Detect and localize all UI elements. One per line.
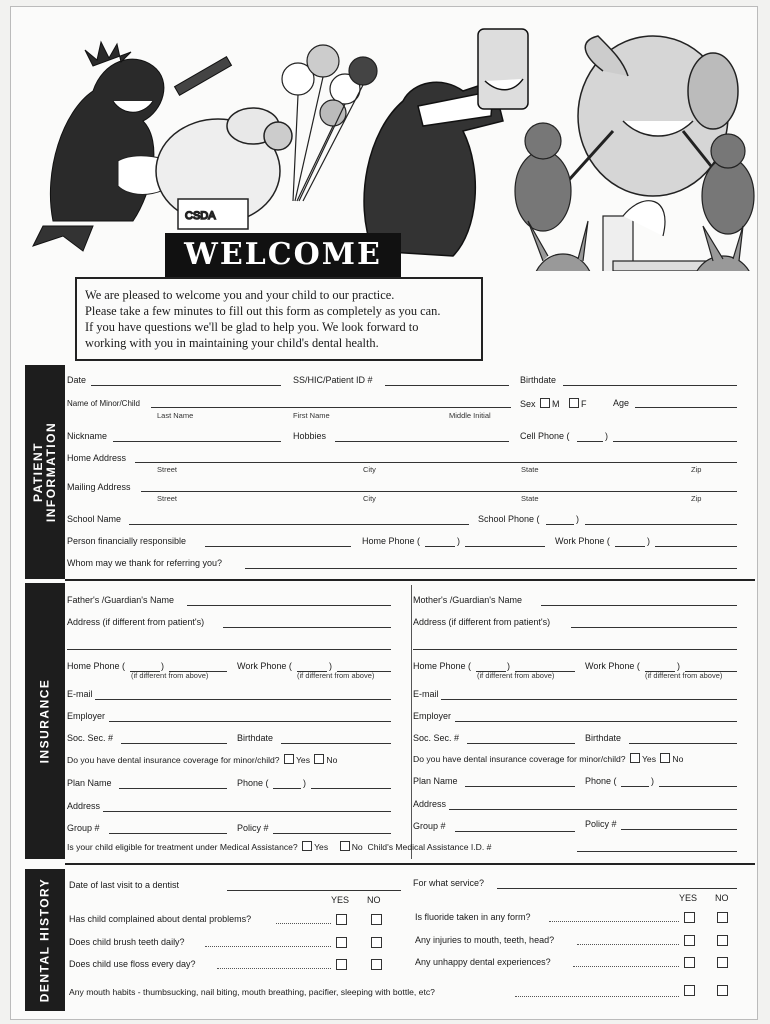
section-divider xyxy=(65,863,755,865)
father-coverage-yes-checkbox[interactable] xyxy=(284,754,294,764)
mother-plan-name-field[interactable] xyxy=(465,786,575,787)
medical-id-field[interactable] xyxy=(577,851,737,852)
dental-question: Does child use floss every day? xyxy=(69,959,196,969)
father-plan-name-field[interactable] xyxy=(119,788,227,789)
paren-close: ) xyxy=(507,661,510,671)
responsible-field[interactable] xyxy=(205,546,351,547)
mother-birthdate-field[interactable] xyxy=(629,743,737,744)
paren-close: ) xyxy=(605,431,608,441)
paren-close: ) xyxy=(303,778,306,788)
hobbies-label: Hobbies xyxy=(293,431,327,441)
paren-close: ) xyxy=(161,661,164,671)
yes-column-header: YES xyxy=(679,893,698,903)
mother-name-field[interactable] xyxy=(541,605,737,606)
child-name-label: Name of Minor/Child xyxy=(67,399,140,408)
paren-close: ) xyxy=(457,536,460,546)
for-what-service-field[interactable] xyxy=(497,888,737,889)
if-different-caption: (if different from above) xyxy=(477,671,555,680)
sex-field xyxy=(520,398,587,410)
coverage-question-label: Do you have dental insurance coverage for minor/child? xyxy=(413,754,626,764)
age-field[interactable] xyxy=(635,407,737,408)
dental-problems-no-checkbox[interactable] xyxy=(371,914,382,925)
father-address-label: Address (if different from patient's) xyxy=(67,617,205,627)
yes-label: Yes xyxy=(314,842,329,852)
mother-coverage-question xyxy=(413,753,683,765)
school-phone-field[interactable] xyxy=(585,524,737,525)
father-coverage-no-checkbox[interactable] xyxy=(314,754,324,764)
home-phone-label: Home Phone ( xyxy=(362,536,421,546)
school-phone-label: School Phone ( xyxy=(478,514,540,524)
home-address-field[interactable] xyxy=(135,462,737,463)
home-phone-field[interactable] xyxy=(465,546,545,547)
father-soc-sec-field[interactable] xyxy=(121,743,227,744)
father-group-field[interactable] xyxy=(109,833,227,834)
sex-male-checkbox[interactable] xyxy=(540,398,550,408)
father-phone-label: Phone ( xyxy=(237,778,269,788)
paren-close: ) xyxy=(329,661,332,671)
dental-history-tab xyxy=(25,869,65,1011)
dot-leader xyxy=(573,966,679,967)
father-email-field[interactable] xyxy=(95,699,391,700)
paren-close: ) xyxy=(576,514,579,524)
mother-plan-phone-field[interactable] xyxy=(659,786,737,787)
last-visit-field[interactable] xyxy=(227,890,401,891)
mother-address-field[interactable] xyxy=(571,627,737,628)
no-label: No xyxy=(672,754,684,764)
father-home-phone-label: Home Phone ( xyxy=(67,661,126,671)
father-birthdate-field[interactable] xyxy=(281,743,391,744)
medical-assistance-question xyxy=(67,841,491,853)
male-label: M xyxy=(552,399,560,409)
injuries-yes-checkbox[interactable] xyxy=(684,935,695,946)
patient-id-field[interactable] xyxy=(385,385,509,386)
cell-phone-field[interactable] xyxy=(613,441,737,442)
home-address-label: Home Address xyxy=(67,453,127,463)
last-name-caption: Last Name xyxy=(157,411,194,420)
first-name-caption: First Name xyxy=(293,411,330,420)
for-what-service-label: For what service? xyxy=(413,878,485,888)
mother-coverage-yes-checkbox[interactable] xyxy=(630,753,640,763)
yes-label: Yes xyxy=(295,755,310,765)
if-different-caption: (if different from above) xyxy=(645,671,723,680)
insurance-tab xyxy=(25,583,65,859)
unhappy-experience-yes-checkbox[interactable] xyxy=(684,957,695,968)
if-different-caption: (if different from above) xyxy=(297,671,375,680)
svg-text:CSDA: CSDA xyxy=(185,210,216,222)
sex-label: Sex xyxy=(520,399,536,409)
father-plan-name-label: Plan Name xyxy=(67,778,112,788)
hippo-illustration xyxy=(156,108,292,229)
mother-group-field[interactable] xyxy=(455,831,575,832)
no-label: No xyxy=(351,842,363,852)
hobbies-field[interactable] xyxy=(335,441,509,442)
home-area-code-field[interactable] xyxy=(425,546,455,547)
father-name-field[interactable] xyxy=(187,605,391,606)
if-different-caption: (if different from above) xyxy=(131,671,209,680)
welcome-line: If you have questions we'll be glad to help you. We look forward to xyxy=(85,320,419,334)
father-plan-address-label: Address xyxy=(67,801,101,811)
father-policy-label: Policy # xyxy=(237,823,269,833)
paren-close: ) xyxy=(647,536,650,546)
nickname-field[interactable] xyxy=(113,441,281,442)
city-caption: City xyxy=(363,494,376,503)
welcome-line: We are pleased to welcome you and your child to our practice. xyxy=(85,288,395,302)
father-employer-label: Employer xyxy=(67,711,106,721)
unhappy-experience-no-checkbox[interactable] xyxy=(717,957,728,968)
mother-birthdate-label: Birthdate xyxy=(585,733,622,743)
responsible-label: Person financially responsible xyxy=(67,536,187,546)
school-name-label: School Name xyxy=(67,514,122,524)
tab-label: INFORMATION xyxy=(44,421,58,523)
dental-question: Is fluoride taken in any form? xyxy=(415,912,531,922)
father-plan-address-field[interactable] xyxy=(103,811,391,812)
tab-label: PATIENT xyxy=(31,441,45,503)
nickname-label: Nickname xyxy=(67,431,108,441)
mother-employer-label: Employer xyxy=(413,711,452,721)
zip-caption: Zip xyxy=(691,465,702,474)
insurance-column-divider xyxy=(411,585,412,859)
cell-area-code-field[interactable] xyxy=(577,441,603,442)
injuries-no-checkbox[interactable] xyxy=(717,935,728,946)
dot-leader xyxy=(205,946,331,947)
mother-group-label: Group # xyxy=(413,821,446,831)
state-caption: State xyxy=(521,465,539,474)
street-caption: Street xyxy=(157,465,178,474)
dot-leader xyxy=(549,921,679,922)
section-divider xyxy=(65,579,755,581)
school-name-field[interactable] xyxy=(129,524,469,525)
mother-name-label: Mother's /Guardian's Name xyxy=(413,595,522,605)
dot-leader xyxy=(217,968,331,969)
mother-soc-sec-label: Soc. Sec. # xyxy=(413,733,460,743)
age-label: Age xyxy=(613,398,630,408)
zip-caption: Zip xyxy=(691,494,702,503)
father-work-phone-label: Work Phone ( xyxy=(237,661,292,671)
coverage-question-label: Do you have dental insurance coverage for minor/child? xyxy=(67,755,280,765)
paren-close: ) xyxy=(677,661,680,671)
no-column-header: NO xyxy=(715,893,729,903)
father-birthdate-label: Birthdate xyxy=(237,733,274,743)
no-label: No xyxy=(326,755,338,765)
mailing-address-label: Mailing Address xyxy=(67,482,131,492)
father-name-label: Father's /Guardian's Name xyxy=(67,595,174,605)
mother-plan-name-label: Plan Name xyxy=(413,776,458,786)
school-area-code-field[interactable] xyxy=(546,524,574,525)
fluoride-yes-checkbox[interactable] xyxy=(684,912,695,923)
work-phone-field[interactable] xyxy=(655,546,737,547)
street-caption: Street xyxy=(157,494,178,503)
tab-label: INSURANCE xyxy=(37,678,52,764)
date-field[interactable] xyxy=(91,385,281,386)
birthdate-label: Birthdate xyxy=(520,375,557,385)
middle-initial-caption: Middle Initial xyxy=(449,411,491,420)
referral-field[interactable] xyxy=(245,568,737,569)
mother-phone-label: Phone ( xyxy=(585,776,617,786)
yes-label: Yes xyxy=(641,754,656,764)
dot-leader xyxy=(577,944,679,945)
birthdate-field[interactable] xyxy=(563,385,737,386)
cell-phone-label: Cell Phone ( xyxy=(520,431,570,441)
dental-form-page xyxy=(10,6,758,1020)
mother-email-field[interactable] xyxy=(441,699,737,700)
mother-plan-area-code[interactable] xyxy=(621,786,649,787)
father-group-label: Group # xyxy=(67,823,100,833)
father-plan-area-code[interactable] xyxy=(273,788,301,789)
father-plan-phone-field[interactable] xyxy=(311,788,391,789)
floss-daily-no-checkbox[interactable] xyxy=(371,959,382,970)
mouth-habits-yes-checkbox[interactable] xyxy=(684,985,695,996)
mother-address-label: Address (if different from patient's) xyxy=(413,617,551,627)
medical-no-checkbox[interactable] xyxy=(340,841,350,851)
mother-policy-field[interactable] xyxy=(621,829,737,830)
no-column-header: NO xyxy=(367,895,381,905)
welcome-title: WELCOME xyxy=(165,233,401,277)
medical-question-label: Is your child eligible for treatment under Medical Assistance? xyxy=(67,842,298,852)
mother-soc-sec-field[interactable] xyxy=(467,743,575,744)
father-employer-field[interactable] xyxy=(109,721,391,722)
work-area-code-field[interactable] xyxy=(615,546,645,547)
dot-leader xyxy=(276,923,331,924)
floss-daily-yes-checkbox[interactable] xyxy=(336,959,347,970)
dental-question: Any unhappy dental experiences? xyxy=(415,957,551,967)
last-visit-label: Date of last visit to a dentist xyxy=(69,880,180,890)
welcome-line: Please take a few minutes to fill out this form as completely as you can. xyxy=(85,304,441,318)
dental-question: Does child brush teeth daily? xyxy=(69,937,185,947)
city-caption: City xyxy=(363,465,376,474)
fluoride-no-checkbox[interactable] xyxy=(717,912,728,923)
medical-id-label: Child's Medical Assistance I.D. # xyxy=(367,842,492,852)
father-soc-sec-label: Soc. Sec. # xyxy=(67,733,114,743)
patient-information-tab xyxy=(25,365,65,579)
dot-leader xyxy=(515,996,679,997)
welcome-message xyxy=(75,277,483,361)
brush-daily-no-checkbox[interactable] xyxy=(371,937,382,948)
father-email-label: E-mail xyxy=(67,689,93,699)
balloons-illustration xyxy=(282,45,377,201)
mother-plan-address-label: Address xyxy=(413,799,447,809)
mother-work-phone-label: Work Phone ( xyxy=(585,661,640,671)
father-address-field[interactable] xyxy=(223,627,391,628)
mother-policy-label: Policy # xyxy=(585,819,617,829)
state-caption: State xyxy=(521,494,539,503)
mother-address-line2[interactable] xyxy=(413,649,737,650)
mouth-habits-question: Any mouth habits - thumbsucking, nail biting, mouth breathing, pacifier, sleeping with bottle, etc? xyxy=(69,987,435,997)
dental-question: Any injuries to mouth, teeth, head? xyxy=(415,935,555,945)
mother-coverage-no-checkbox[interactable] xyxy=(660,753,670,763)
paren-close: ) xyxy=(651,776,654,786)
mouth-habits-no-checkbox[interactable] xyxy=(717,985,728,996)
father-address-line2[interactable] xyxy=(67,649,391,650)
child-name-field[interactable] xyxy=(151,407,511,408)
dental-question: Has child complained about dental problems? xyxy=(69,914,252,924)
work-phone-label: Work Phone ( xyxy=(555,536,610,546)
mother-email-label: E-mail xyxy=(413,689,439,699)
date-label: Date xyxy=(67,375,87,385)
brush-daily-yes-checkbox[interactable] xyxy=(336,937,347,948)
father-policy-field[interactable] xyxy=(273,833,391,834)
mother-home-phone-label: Home Phone ( xyxy=(413,661,472,671)
female-label: F xyxy=(581,399,587,409)
medical-yes-checkbox[interactable] xyxy=(302,841,312,851)
mother-employer-field[interactable] xyxy=(455,721,737,722)
father-coverage-question xyxy=(67,754,337,766)
yes-column-header: YES xyxy=(331,895,350,905)
sex-female-checkbox[interactable] xyxy=(569,398,579,408)
alligator-mirror-illustration xyxy=(364,29,528,256)
mother-plan-address-field[interactable] xyxy=(449,809,737,810)
welcome-line: working with you in maintaining your child's dental health. xyxy=(85,336,379,350)
patient-id-label: SS/HIC/Patient ID # xyxy=(293,375,373,385)
dental-problems-yes-checkbox[interactable] xyxy=(336,914,347,925)
referral-label: Whom may we thank for referring you? xyxy=(67,558,223,568)
tab-label: DENTAL HISTORY xyxy=(37,877,52,1003)
mailing-address-field[interactable] xyxy=(141,491,737,492)
